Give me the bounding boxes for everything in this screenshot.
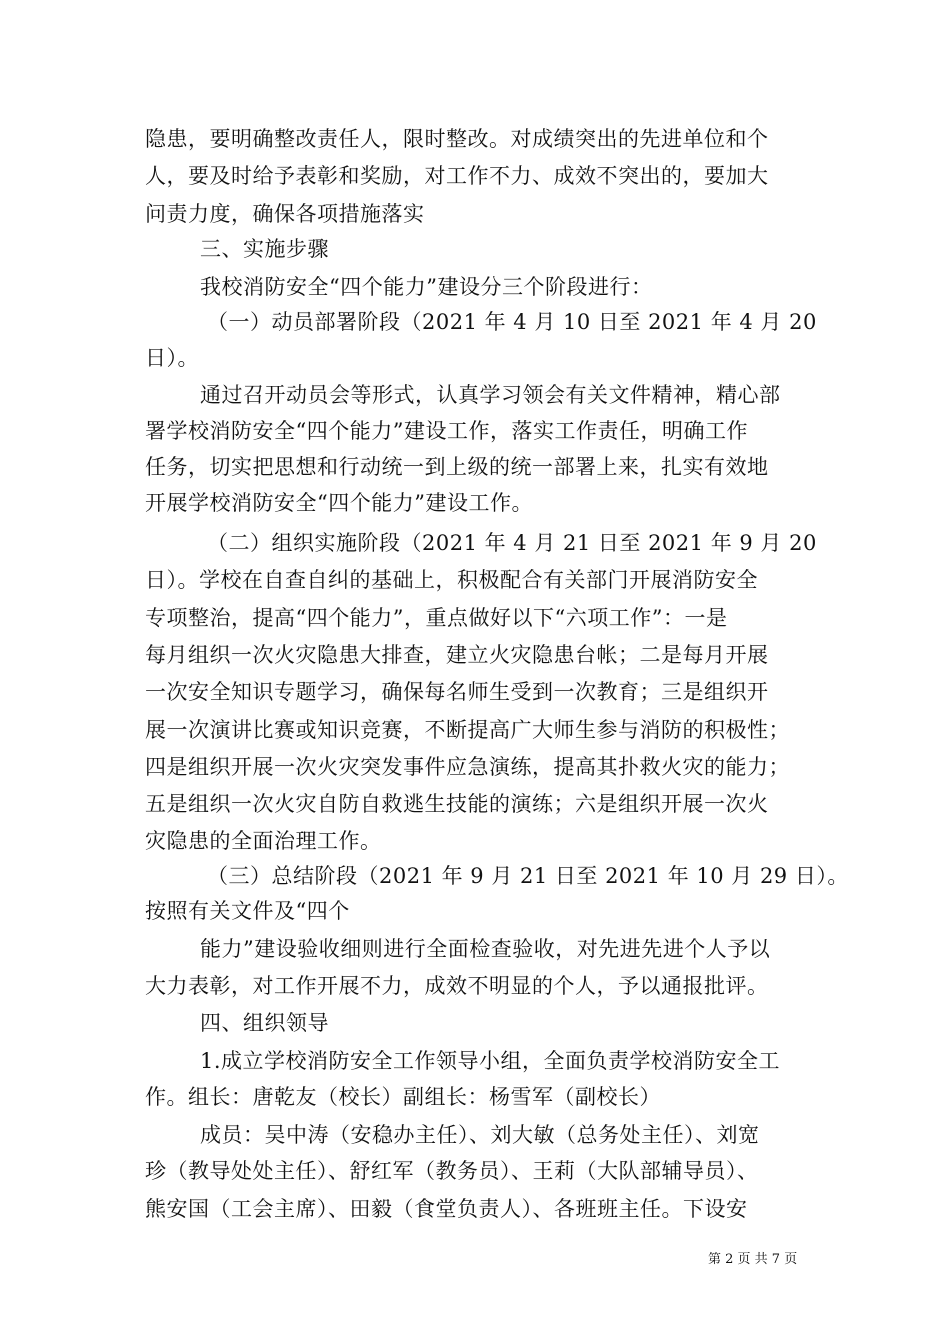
text-line: 问责力度，确保各项措施落实 [145,202,425,226]
text-line: 专项整治，提高“四个能力”，重点做好以下“六项工作”：一是 [145,606,728,630]
text-line: 灾隐患的全面治理工作。 [145,829,382,853]
text-line: 每月组织一次火灾隐患大排查，建立火灾隐患台帐；二是每月开展 [145,643,769,667]
stage-heading: （一）动员部署阶段（2021 年 4 月 10 日至 2021 年 4 月 20 [207,310,817,334]
stage-heading: （二）组织实施阶段（2021 年 4 月 21 日至 2021 年 9 月 20 [207,531,817,555]
text-line: 我校消防安全“四个能力”建设分三个阶段进行： [200,275,653,299]
text-line: 作。组长：唐乾友（校长）副组长：杨雪军（副校长） [145,1085,661,1109]
text-line: 能力”建设验收细则进行全面检查验收，对先进先进个人予以 [200,937,771,961]
page-number: 第 2 页 共 7 页 [708,1252,798,1267]
text-line: 熊安国（工会主席）、田毅（食堂负责人）、各班班主任。下设安 [145,1197,748,1221]
text-line: 日）。学校在自查自纠的基础上，积极配合有关部门开展消防安全 [145,568,758,592]
text-line: 按照有关文件及“四个 [145,899,350,923]
text-line: 珍（教导处处主任）、舒红军（教务员）、王莉（大队部辅导员）、 [145,1159,759,1183]
text-line: 任务，切实把思想和行动统一到上级的统一部署上来，扎实有效地 [145,455,769,479]
text-line: 四是组织开展一次火灾突发事件应急演练，提高其扑救火灾的能力； [145,755,790,779]
section-heading: 四、组织领导 [200,1011,329,1035]
text-line: 人，要及时给予表彰和奖励，对工作不力、成效不突出的，要加大 [145,164,769,188]
text-line: 五是组织一次火灾自防自救逃生技能的演练；六是组织开展一次火 [145,792,769,816]
text-line: 大力表彰，对工作开展不力，成效不明显的个人，予以通报批评。 [145,974,769,998]
text-line: 署学校消防安全“四个能力”建设工作，落实工作责任，明确工作 [145,419,748,443]
text-line: 通过召开动员会等形式，认真学习领会有关文件精神，精心部 [200,383,781,407]
text-line: 日）。 [145,346,199,370]
text-line: 展一次演讲比赛或知识竞赛，不断提高广大师生参与消防的积极性； [145,718,790,742]
section-heading: 三、实施步骤 [200,237,329,261]
stage-heading: （三）总结阶段（2021 年 9 月 21 日至 2021 年 10 月 29 日）。 [207,864,849,888]
text-line: 1.成立学校消防安全工作领导小组，全面负责学校消防安全工 [200,1049,781,1073]
text-line: 隐患，要明确整改责任人，限时整改。对成绩突出的先进单位和个 [145,127,769,151]
text-line: 一次安全知识专题学习，确保每名师生受到一次教育；三是组织开 [145,680,769,704]
text-line: 开展学校消防安全“四个能力”建设工作。 [145,491,533,515]
text-line: 成员：吴中涛（安稳办主任）、刘大敏（总务处主任）、刘宽 [200,1123,760,1147]
